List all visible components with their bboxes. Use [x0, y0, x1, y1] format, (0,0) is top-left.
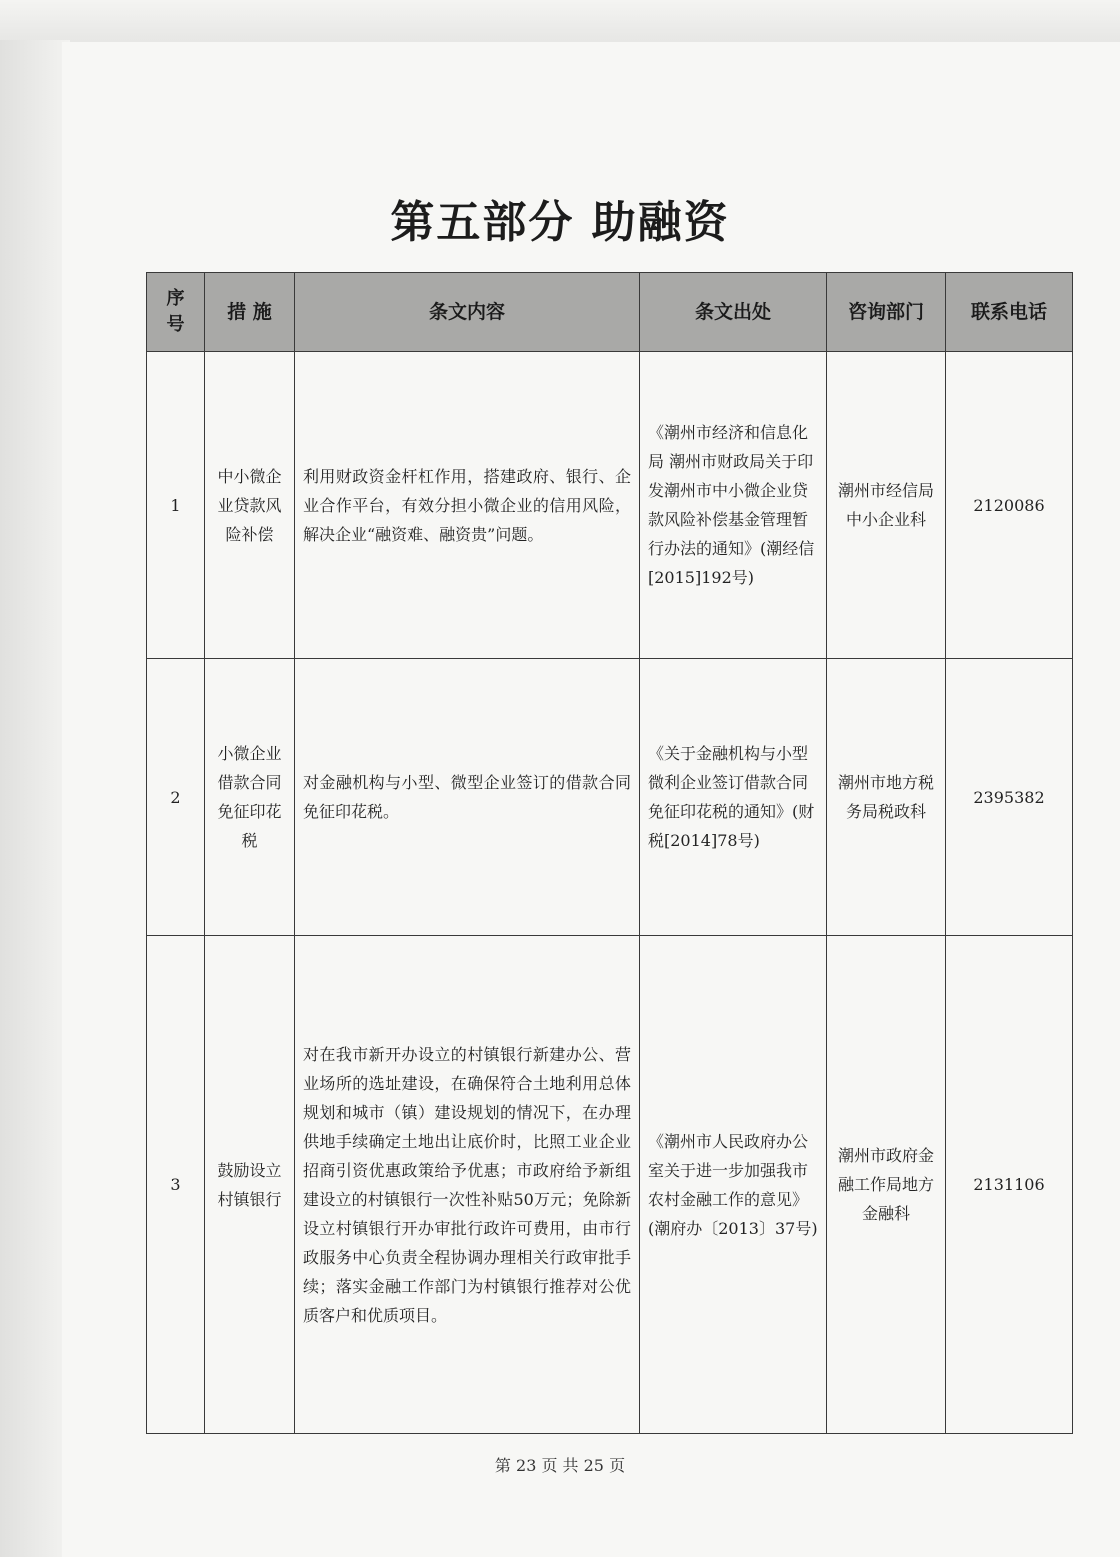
- cell-no: 3: [147, 936, 205, 1434]
- cell-no: 2: [147, 659, 205, 936]
- cell-measure: 小微企业借款合同免征印花税: [205, 659, 295, 936]
- cell-content: 利用财政资金杆杠作用，搭建政府、银行、企业合作平台，有效分担小微企业的信用风险，解决企业“融资难、融资贵”问题。: [295, 352, 640, 659]
- table-row: [147, 659, 1073, 936]
- header-measure: 措 施: [205, 273, 295, 352]
- table-header-row: [147, 273, 1073, 352]
- cell-no: 1: [147, 352, 205, 659]
- cell-content: 对金融机构与小型、微型企业签订的借款合同免征印花税。: [295, 659, 640, 936]
- cell-source: 《潮州市人民政府办公室关于进一步加强我市农村金融工作的意见》(潮府办〔2013〕37号): [640, 936, 827, 1434]
- table-row: [147, 352, 1073, 659]
- cell-content: 对在我市新开办设立的村镇银行新建办公、营业场所的选址建设，在确保符合土地利用总体规划和城市（镇）建设规划的情况下，在办理供地手续确定土地出让底价时，比照工业企业招商引资优惠政策给予优惠；市政府给予新组建设立的村镇银行一次性补贴50万元；免除新设立村镇银行开办审批行政许可费用，由市行政服务中心负责全程协调办理相关行政审批手续；落实金融工作部门为村镇银行推荐对公优质客户和优质项目。: [295, 936, 640, 1434]
- header-dept: 咨询部门: [827, 273, 946, 352]
- cell-dept: 潮州市经信局 中小企业科: [827, 352, 946, 659]
- cell-dept: 潮州市政府金融工作局地方金融科: [827, 936, 946, 1434]
- page-footer: 第 23 页 共 25 页: [494, 1456, 626, 1475]
- cell-phone: 2131106: [946, 936, 1073, 1434]
- cell-source: 《潮州市经济和信息化局 潮州市财政局关于印发潮州市中小微企业贷款风险补偿基金管理暂行办法的通知》(潮经信[2015]192号): [640, 352, 827, 659]
- header-source: 条文出处: [640, 273, 827, 352]
- scan-edge-top: [0, 0, 1120, 44]
- header-no: 序号: [147, 273, 205, 352]
- cell-phone: 2395382: [946, 659, 1073, 936]
- cell-measure: 中小微企业贷款风险补偿: [205, 352, 295, 659]
- header-content: 条文内容: [295, 273, 640, 352]
- cell-dept: 潮州市地方税务局税政科: [827, 659, 946, 936]
- policy-table: [146, 272, 1073, 1434]
- cell-measure: 鼓励设立村镇银行: [205, 936, 295, 1434]
- page-title: 第五部分 助融资: [390, 197, 730, 248]
- cell-source: 《关于金融机构与小型微利企业签订借款合同免征印花税的通知》(财税[2014]78号): [640, 659, 827, 936]
- table-row: [147, 936, 1073, 1434]
- cell-phone: 2120086: [946, 352, 1073, 659]
- scan-edge-left: [0, 40, 70, 1557]
- header-phone: 联系电话: [946, 273, 1073, 352]
